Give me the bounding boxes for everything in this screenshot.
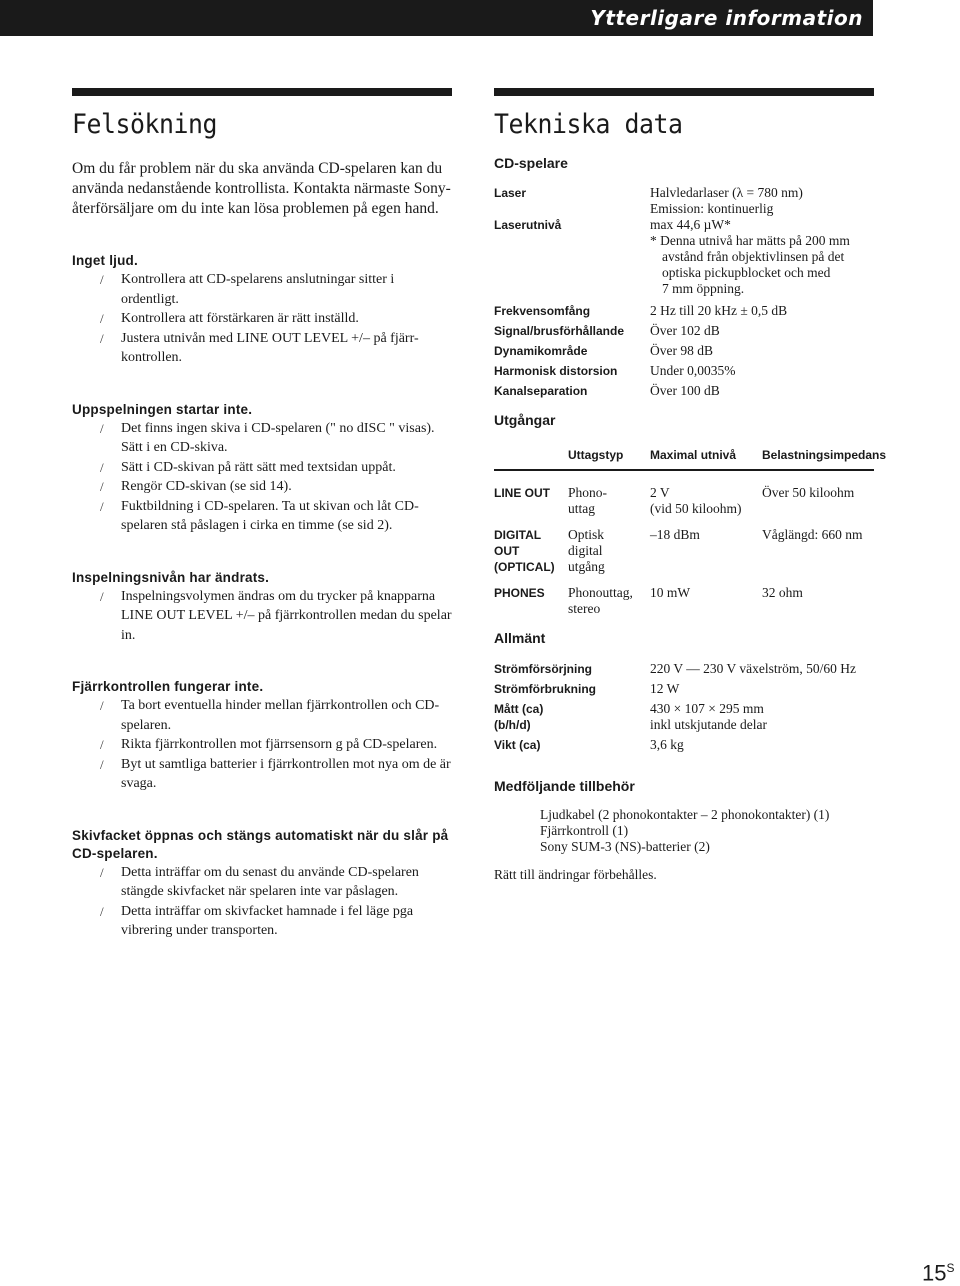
spec-footnote: 7 mm öppning. [662, 281, 745, 296]
list-item [72, 309, 452, 329]
table-cell [650, 485, 742, 517]
troubleshooting-heading: Skivfacket öppnas och stängs automatiskt när du slår på CD-spelaren. [72, 827, 449, 861]
spec-power-supply [494, 661, 874, 677]
spec-key: Laser [494, 186, 527, 200]
list-item [72, 477, 452, 497]
table-cell-line: Våglängd: 660 nm [762, 527, 863, 542]
bullet-mark: / [100, 479, 104, 494]
bullet-mark: / [100, 864, 104, 880]
spec-channel-separation [494, 383, 874, 399]
table-cell [568, 585, 633, 617]
list-item-text: Kontrollera att förstärkaren är rätt inställd. [121, 311, 359, 326]
spec-frequency [494, 303, 874, 319]
bullet-mark: / [100, 903, 104, 919]
spec-key-line: Mått (ca) [494, 702, 544, 716]
table-cell [762, 585, 803, 601]
table-cell-line: Optisk [568, 527, 605, 542]
spec-key: Laserutnivå [494, 218, 562, 232]
list-item-text: Byt ut samtliga batterier i fjärrkontrollen mot nya om de är svaga. [121, 756, 451, 791]
list-item [72, 458, 452, 478]
list-item-text: Kontrollera att CD-spelarens anslutningar sitter i ordentligt. [121, 272, 395, 307]
table-cell-line: 2 V [650, 485, 670, 500]
list-item-text: Rikta fjärrkontrollen mot fjärrsensorn g på CD-spelaren. [121, 737, 438, 752]
spec-footnote: avstånd från objektivlinsen på det [662, 249, 845, 264]
list-item-text: Inspelningsvolymen ändras om du trycker på knapparna LINE OUT LEVEL +/– på fjärrkontrollen medan du spelar in. [121, 588, 452, 643]
general-heading: Allmänt [494, 630, 546, 646]
table-cell [650, 527, 700, 543]
list-item-text: Justera utnivån med LINE OUT LEVEL +/– på fjärr-kontrollen. [121, 330, 419, 365]
table-cell [568, 527, 605, 575]
spec-footnote: optiska pickupblocket och med [662, 265, 831, 280]
spec-key: Vikt (ca) [494, 738, 541, 752]
troubleshooting-list [72, 863, 452, 941]
list-item [72, 419, 452, 458]
table-row [494, 585, 874, 617]
table-row [494, 485, 874, 517]
table-cell [762, 527, 863, 543]
spec-key: Frekvensomfång [494, 304, 591, 318]
troubleshooting-heading: Fjärrkontrollen fungerar inte. [72, 679, 264, 694]
spec-value: Halvledarlaser (λ = 780 nm) [650, 185, 803, 200]
table-cell-line: DIGITAL [494, 528, 542, 542]
spec-key: Kanalseparation [494, 384, 588, 398]
spec-distortion [494, 363, 874, 379]
table-cell-line: digital [568, 543, 603, 558]
bullet-mark: / [100, 498, 104, 514]
troubleshooting-list [72, 587, 452, 646]
outputs-column-header: Belastningsimpedans [762, 448, 887, 462]
list-item-text: Detta inträffar om skivfacket hamnade i fel läge pga vibrering under transporten. [121, 903, 414, 938]
spec-dynamic-range [494, 343, 874, 359]
troubleshooting-sections [72, 252, 452, 941]
list-item-text: Sätt i CD-skivan på rätt sätt med textsidan uppåt. [121, 459, 396, 475]
rights-note: Rätt till ändringar förbehålles. [494, 867, 657, 882]
troubleshooting-section [72, 827, 452, 941]
spec-value: inkl utskjutande delar [650, 717, 767, 732]
table-row [494, 527, 874, 575]
table-cell-line: (OPTICAL) [494, 560, 555, 574]
spec-footnote: * Denna utnivå har mätts på 200 mm [650, 233, 850, 248]
outputs-column-header: Uttagstyp [568, 448, 624, 462]
list-item [72, 587, 452, 646]
outputs-table-header [494, 447, 887, 465]
list-item-text: Ta bort eventuella hinder mellan fjärrkontrollen och CD-spelaren. [121, 698, 440, 733]
spec-key: Strömförbrukning [494, 682, 596, 696]
heading-rule [494, 88, 874, 96]
table-cell-line: stereo [568, 601, 601, 616]
spec-value: 430 × 107 × 295 mm [650, 701, 764, 716]
spec-value: 220 V — 230 V växelström, 50/60 Hz [650, 661, 857, 676]
troubleshooting-section [72, 678, 452, 794]
spec-value: 3,6 kg [650, 737, 684, 752]
list-item [72, 270, 452, 309]
troubleshooting-section [72, 252, 452, 368]
troubleshooting-heading: Uppspelningen startar inte. [72, 401, 253, 417]
spec-key [494, 701, 644, 733]
troubleshooting-heading: Inget ljud. [72, 253, 138, 268]
spec-dimensions [494, 701, 874, 733]
section-banner: Ytterligare information [0, 0, 873, 36]
table-cell [568, 485, 607, 517]
list-item [72, 735, 452, 755]
outputs-heading: Utgångar [494, 412, 556, 428]
bullet-mark: / [100, 311, 104, 326]
table-cell [650, 585, 690, 601]
list-item-text: Rengör CD-skivan (se sid 14). [121, 479, 292, 494]
troubleshooting-column [72, 88, 452, 941]
spec-value: Över 102 dB [650, 323, 720, 338]
spec-value: max 44,6 µW* [650, 217, 731, 232]
table-cell-line: LINE OUT [494, 486, 550, 500]
list-item [72, 755, 452, 794]
spec-key: Signal/brusförhållande [494, 324, 625, 338]
bullet-mark: / [100, 420, 104, 436]
troubleshooting-heading: Inspelningsnivån har ändrats. [72, 569, 270, 585]
table-cell-line: 10 mW [650, 585, 691, 600]
table-cell-line: (vid 50 kiloohm) [650, 501, 742, 516]
troubleshooting-section [72, 401, 452, 536]
table-cell-line: 32 ohm [762, 585, 803, 600]
list-item: Ljudkabel (2 phonokontakter – 2 phonokontakter) (1) [540, 807, 830, 822]
specifications-title: Tekniska data [494, 109, 683, 140]
bullet-mark: / [100, 330, 104, 346]
spec-key: Strömförsörjning [494, 662, 592, 676]
spec-key-line: (b/h/d) [494, 718, 531, 732]
spec-power-consumption [494, 681, 874, 697]
list-item: Fjärrkontroll (1) [540, 823, 629, 838]
troubleshooting-title: Felsökning [72, 109, 217, 140]
troubleshooting-list [72, 270, 452, 368]
cd-player-heading: CD-spelare [494, 155, 568, 171]
spec-value: Över 98 dB [650, 343, 713, 358]
spec-laser [494, 185, 874, 217]
table-cell [762, 485, 854, 501]
table-cell-line: uttag [568, 501, 595, 516]
heading-rule [72, 88, 452, 96]
page-number [922, 1256, 955, 1285]
spec-snr [494, 323, 874, 339]
list-item-text: Fuktbildning i CD-spelaren. Ta ut skivan och låt CD-spelaren stå påslagen i cirka en timme (se sid 2). [121, 498, 419, 533]
bullet-mark: / [100, 588, 104, 604]
list-item [72, 863, 452, 902]
page-number-suffix: S [946, 1261, 955, 1275]
bullet-mark: / [100, 272, 104, 287]
table-cell [494, 527, 555, 575]
list-item: Sony SUM-3 (NS)-batterier (2) [540, 839, 710, 854]
troubleshooting-intro: Om du får problem när du ska använda CD-spelaren kan du använda nedanstående kontrollista. Kontakta närmaste Sony-återförsäljare om du inte kan lösa problemen på egen hand. [72, 160, 451, 217]
page-number-value: 15 [922, 1260, 947, 1286]
table-cell-line: utgång [568, 559, 605, 574]
spec-key: Harmonisk distorsion [494, 364, 618, 378]
table-cell [494, 585, 545, 601]
bullet-mark: / [100, 698, 104, 713]
bullet-mark: / [100, 756, 104, 772]
accessories-list [494, 807, 874, 855]
table-cell-line: OUT [494, 544, 520, 558]
spec-weight [494, 737, 874, 753]
troubleshooting-list [72, 696, 452, 794]
list-item [72, 902, 452, 941]
spec-value: 2 Hz till 20 kHz ± 0,5 dB [650, 303, 788, 318]
troubleshooting-list [72, 419, 452, 536]
table-cell [494, 485, 550, 501]
spec-value: Under 0,0035% [650, 363, 736, 378]
troubleshooting-section [72, 569, 452, 646]
outputs-column-header: Maximal utnivå [650, 448, 737, 462]
list-item-text: Det finns ingen skiva i CD-spelaren (" no dISC " visas). Sätt i en CD-skiva. [121, 420, 435, 455]
outputs-table-body [494, 485, 874, 617]
spec-value: Över 100 dB [650, 383, 720, 398]
list-item-text: Detta inträffar om du senast du använde CD-spelaren stängde skivfacket när spelaren inte var påslagen. [121, 864, 419, 899]
list-item [72, 497, 452, 536]
list-item [72, 329, 452, 368]
spec-laser-output [494, 217, 874, 297]
table-cell-line: PHONES [494, 586, 545, 600]
specifications-column [494, 88, 887, 883]
table-cell-line: Phonouttag, [568, 585, 633, 600]
bullet-mark: / [100, 459, 104, 475]
outputs-table-rule [494, 469, 874, 471]
accessories-heading: Medföljande tillbehör [494, 778, 635, 794]
spec-value: 12 W [650, 681, 680, 696]
list-item [72, 696, 452, 735]
spec-key: Dynamikområde [494, 344, 588, 358]
table-cell-line: Över 50 kiloohm [762, 485, 855, 500]
table-cell-line: –18 dBm [650, 527, 700, 542]
bullet-mark: / [100, 737, 104, 752]
spec-value: Emission: kontinuerlig [650, 201, 774, 216]
table-cell-line: Phono- [568, 485, 608, 500]
